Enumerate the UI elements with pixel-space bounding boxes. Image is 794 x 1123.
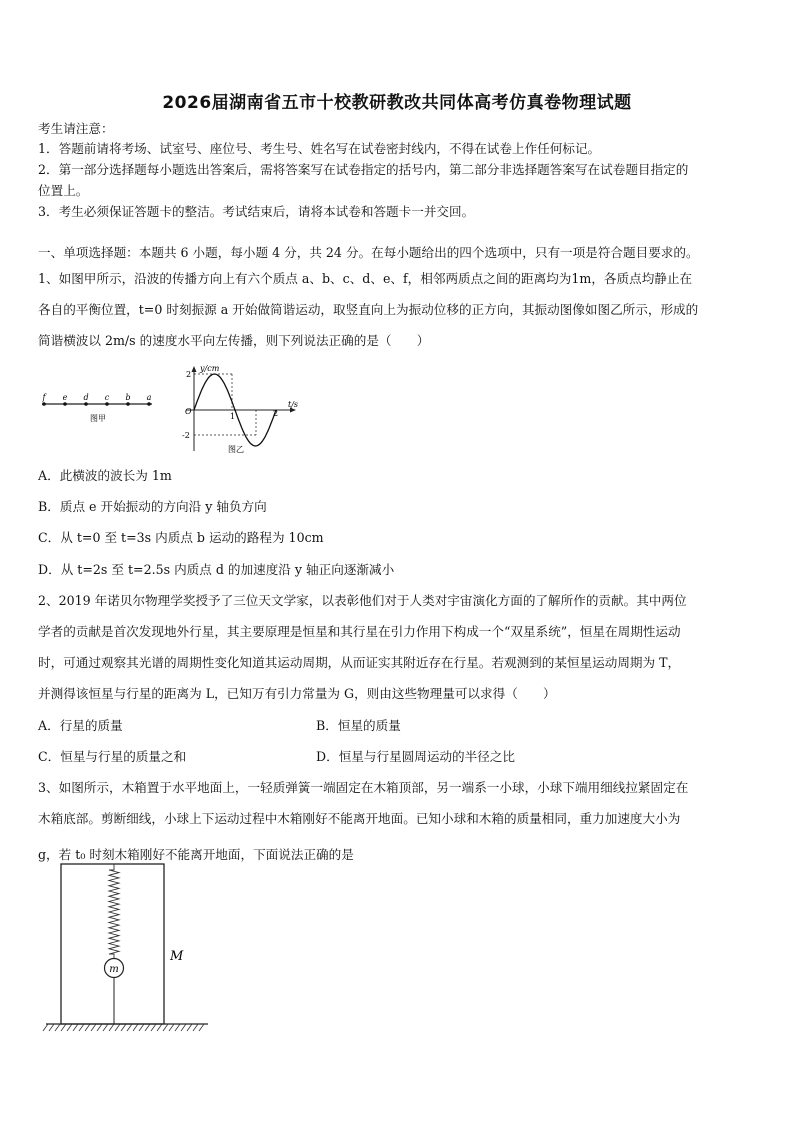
q1-figure-a [36,392,166,432]
ball-label: m [109,964,119,975]
q1-figure-b-xlabel: t/s [288,400,299,409]
q1-option-a: A．此横波的波长为 1m [38,468,172,483]
hatch-line [133,1024,138,1031]
q1-option-d: D．从 t=2s 至 t=2.5s 内质点 d 的加速度沿 y 轴正向逐渐减小 [38,562,395,577]
q2-option-d: D．恒星与行星圆周运动的半径之比 [316,749,516,764]
notice-item-2-cont: 位置上。 [38,183,89,198]
notice-heading: 考生请注意： [38,121,114,136]
ground-hatch [43,1024,204,1031]
hatch-line [109,1024,114,1031]
q2-stem-line-2: 学者的贡献是首次发现地外行星，其主要原理是恒星和其行星在引力作用下构成一个“双星系统”，恒星在周期性运动 [38,624,681,639]
particle-label-f: f [42,393,46,402]
notice-item-3: 3．考生必须保证答题卡的整洁。考试结束后，请将本试卷和答题卡一并交回。 [38,204,475,219]
hatch-line [139,1024,144,1031]
hatch-line [127,1024,132,1031]
hatch-line [55,1024,60,1031]
q1-figure-b-ylabel: y/cm [200,364,220,373]
hatch-line [97,1024,102,1031]
hatch-line [163,1024,168,1031]
section-heading: 一、单项选择题：本题共 6 小题，每小题 4 分，共 24 分。在每小题给出的四个选项中，只有一项是符合题目要求的。 [38,245,699,260]
q2-stem-line-4: 并测得该恒星与行星的距离为 L，已知万有引力常量为 G，则由这些物理量可以求得（ ） [38,686,556,701]
hatch-line [181,1024,186,1031]
hatch-line [73,1024,78,1031]
hatch-line [193,1024,198,1031]
hatch-line [121,1024,126,1031]
hatch-line [49,1024,54,1031]
hatch-line [157,1024,162,1031]
particle-b [126,402,130,406]
hatch-line [187,1024,192,1031]
hatch-line [169,1024,174,1031]
particle-f [42,402,46,406]
notice-item-2: 2．第一部分选择题每小题选出答案后，需将答案写在试卷指定的括号内，第二部分非选择题答案写在试卷题目指定的 [38,162,689,177]
q1-figure-b-xtick-2: 2 [273,409,279,418]
q1-figure-b-origin: O [185,407,192,416]
hatch-line [151,1024,156,1031]
hatch-line [145,1024,150,1031]
particle-e [63,402,67,406]
hatch-line [61,1024,66,1031]
q1-stem-line-3: 简谐横波以 2m/s 的速度水平向左传播，则下列说法正确的是（ ） [38,333,430,348]
particle-a [147,402,151,406]
q2-option-c: C．恒星与行星的质量之和 [38,749,187,764]
hatch-line [175,1024,180,1031]
q1-stem-line-2: 各自的平衡位置，t=0 时刻振源 a 开始做简谐运动，取竖直向上为振动位移的正方向，其振动图像如图乙所示，形成的 [38,302,699,317]
q2-stem-line-1: 2、2019 年诺贝尔物理学奖授予了三位天文学家，以表彰他们对于人类对宇宙演化方面的了解所作的贡献。其中两位 [38,593,687,608]
hatch-line [79,1024,84,1031]
notice-item-1: 1．答题前请将考场、试室号、座位号、考生号、姓名写在试卷密封线内，不得在试卷上作任何标记。 [38,141,601,156]
q1-option-c: C．从 t=0 至 t=3s 内质点 b 运动的路程为 10cm [38,530,324,545]
q3-stem-line-2: 木箱底部。剪断细线，小球上下运动过程中木箱刚好不能离开地面。已知小球和木箱的质量相同，重力加速度大小为 [38,811,681,826]
hatch-line [115,1024,120,1031]
spring [109,864,119,958]
q3-stem-line-1: 3、如图所示，木箱置于水平地面上，一轻质弹簧一端固定在木箱顶部，另一端系一小球，小球下端用细线拉紧固定在 [38,780,689,795]
hatch-line [199,1024,204,1031]
q1-figure-b [176,364,306,456]
q1-figure-b-ytick-top: 2 [186,370,192,379]
q1-figure-b-xtick-1: 1 [230,412,236,421]
q2-stem-line-3: 时，可通过观察其光谱的周期性变化知道其运动周期，从而证实其附近存在行星。若观测到的某恒星运动周期为 T， [38,655,681,670]
hatch-line [67,1024,72,1031]
q1-stem-line-1: 1、如图甲所示，沿波的传播方向上有六个质点 a、b、c、d、e、f，相邻两质点之间的距离均为1m，各质点均静止在 [38,271,693,286]
hatch-line [91,1024,96,1031]
particle-label-a: a [146,393,152,402]
q2-option-a: A．行星的质量 [38,718,123,733]
particle-label-c: c [104,393,110,402]
particle-label-e: e [62,393,68,402]
particle-label-d: d [83,393,89,402]
q1-figure-b-caption: 图乙 [228,445,244,454]
q3-stem-line-3: g，若 t₀ 时刻木箱刚好不能离开地面，下面说法正确的是 [38,847,354,862]
q1-figure-a-caption: 图甲 [90,414,106,423]
q1-option-b: B．质点 e 开始振动的方向沿 y 轴负方向 [38,499,267,514]
hatch-line [85,1024,90,1031]
box-label: M [170,949,184,964]
particle-label-b: b [125,393,131,402]
particle-d [84,402,88,406]
page-title: 2026届湖南省五市十校教研教改共同体高考仿真卷物理试题 [162,93,632,113]
q3-figure [42,858,222,1038]
particle-c [105,402,109,406]
hatch-line [43,1024,48,1031]
q1-figure-b-ytick-bottom: -2 [182,431,190,440]
q2-option-b: B．恒星的质量 [316,718,401,733]
hatch-line [103,1024,108,1031]
